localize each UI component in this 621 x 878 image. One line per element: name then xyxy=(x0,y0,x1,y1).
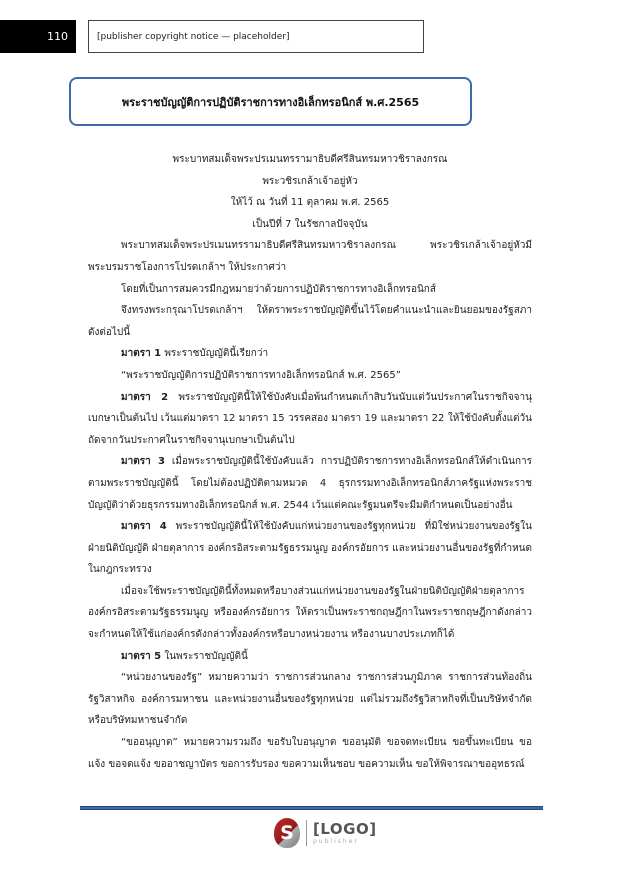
section-text: เมื่อจะใช้พระราชบัญญัตินี้ทั้งหมดหรือบางส่วนแก่หน่วยงานของรัฐในฝ่ายนิติบัญญัติฝ่ายตุลาการ องค์กรอิสระตามรัฐธรรมนูญ หรือองค์กรอัยการ ให้ตราเป็นพระราชกฤษฎีกาในพระราชกฤษฎีกาดังกล่าวจะกำหนดให้ใช้แก่องค์กรดังกล่าวทั้งองค์กรหรือบางหน่วยงาน หรืองานบางประเภทก็ได้ xyxy=(88,585,532,641)
preamble-paragraph: พระบาทสมเด็จพระปรเมนทรรามาธิบดีศรีสินทรมหาวชิราลงกรณ พระวชิรเกล้าเจ้าอยู่หัวมีพระบรมราชโองการโปรดเกล้าฯ ให้ประกาศว่า xyxy=(88,240,532,273)
preamble-line: ให้ไว้ ณ วันที่ 11 ตุลาคม พ.ศ. 2565 xyxy=(230,197,390,209)
document-title-box xyxy=(69,77,472,126)
logo-mark-icon: S xyxy=(274,818,300,848)
section-text: “หน่วยงานของรัฐ” หมายความว่า ราชการส่วนกลาง ราชการส่วนภูมิภาค ราชการส่วนท้องถิ่น รัฐวิสาหกิจ องค์การมหาชน และหน่วยงานอื่นของรัฐทุกหน่วย แต่ไม่รวมถึงรัฐวิสาหกิจที่เป็นบริษัทจำกัดหรือบริษัทมหาชนจำกัด xyxy=(88,672,532,727)
logo-divider xyxy=(306,820,307,846)
header-banner-text: [publisher copyright notice — placeholder] xyxy=(97,31,290,42)
section-label: มาตรา 5 xyxy=(121,650,162,662)
section-text: พระราชบัญญัตินี้ให้ใช้บังคับแก่หน่วยงานของรัฐทุกหน่วย ที่มิใช่หน่วยงานของรัฐในฝ่ายนิติบัญญัติ ฝ่ายตุลาการ องค์กรอิสระตามรัฐธรรมนูญ องค์กรอัยการ และหน่วยงานอื่นของรัฐที่กำหนดในกฎกระทรวง xyxy=(88,521,532,576)
logo-text xyxy=(313,819,377,845)
document-body xyxy=(88,149,532,775)
section-paragraph xyxy=(88,516,532,581)
logo-sub-text: publisher xyxy=(313,837,359,845)
section-paragraph xyxy=(88,646,532,668)
section-text: “ขออนุญาต” หมายความรวมถึง ขอรับใบอนุญาต ขออนุมัติ ขอจดทะเบียน ขอขึ้นทะเบียน ขอแจ้ง ขอจดแจ้ง ขออาชญาบัตร ขอการรับรอง ขอความเห็นชอบ ขอความเห็น ขอให้พิจารณาขออุทธรณ์ xyxy=(88,737,532,770)
section-paragraph xyxy=(88,581,532,646)
section-paragraph xyxy=(88,387,532,452)
section-paragraph xyxy=(88,451,532,516)
preamble-paragraph: จึงทรงพระกรุณาโปรดเกล้าฯ ให้ตราพระราชบัญญัติขึ้นไว้โดยคำแนะนำและยินยอมของรัฐสภา ดังต่อไปนี้ xyxy=(88,305,532,338)
section-text: พระราชบัญญัตินี้ให้ใช้บังคับเมื่อพ้นกำหนดเก้าสิบวันนับแต่วันประกาศในราชกิจจานุเบกษาเป็นต้นไป เว้นแต่มาตรา 12 มาตรา 15 วรรคสอง มาตรา 19 และมาตรา 22 ให้ใช้บังคับตั้งแต่วันถัดจากวันประกาศในราชกิจจานุเบกษาเป็นต้นไป xyxy=(88,391,532,446)
section-paragraph xyxy=(88,343,532,365)
section-text: ในพระราชบัญญัตินี้ xyxy=(164,650,248,662)
section-label: มาตรา 1 xyxy=(121,348,162,360)
section-text: พระราชบัญญัตินี้เรียกว่า xyxy=(164,348,269,360)
section-label: มาตรา 4 xyxy=(121,521,167,533)
section-label: มาตรา 3 xyxy=(121,456,165,468)
preamble-line: พระบาทสมเด็จพระปรเมนทรรามาธิบดีศรีสินทรมหาวชิราลงกรณ xyxy=(172,154,448,165)
section-text: เมื่อพระราชบัญญัตินี้ใช้บังคับแล้ว การปฏิบัติราชการทางอิเล็กทรอนิกส์ให้ดำเนินการตามพระราชบัญญัตินี้ โดยไม่ต้องปฏิบัติตามหมวด 4 ธุรกรรมทางอิเล็กทรอนิกส์ภาครัฐแห่งพระราชบัญญัติว่าด้วยธุรกรรมทางอิเล็กทรอนิกส์ พ.ศ. 2544 เว้นแต่คณะรัฐมนตรีจะมีมติกำหนดเป็นอย่างอื่น xyxy=(88,456,532,511)
page-number: 110 xyxy=(47,30,68,43)
section-paragraph xyxy=(88,732,532,775)
header-banner xyxy=(88,20,424,53)
preamble-paragraph: โดยที่เป็นการสมควรมีกฎหมายว่าด้วยการปฏิบัติราชการทางอิเล็กทรอนิกส์ xyxy=(121,283,436,295)
section-paragraph xyxy=(88,365,532,387)
preamble-line: พระวชิรเกล้าเจ้าอยู่หัว xyxy=(262,175,358,187)
section-label: มาตรา 2 xyxy=(121,391,169,403)
footer-rule xyxy=(80,806,543,810)
document-title: พระราชบัญญัติการปฏิบัติราชการทางอิเล็กทรอนิกส์ พ.ศ.2565 xyxy=(121,95,420,109)
page-number-tab xyxy=(0,20,76,53)
logo-main-text: [LOGO] xyxy=(313,819,377,838)
footer-logo xyxy=(274,816,377,850)
section-text: “พระราชบัญญัติการปฏิบัติราชการทางอิเล็กทรอนิกส์ พ.ศ. 2565” xyxy=(121,369,401,381)
section-paragraph xyxy=(88,667,532,732)
preamble-line: เป็นปีที่ 7 ในรัชกาลปัจจุบัน xyxy=(252,218,368,230)
